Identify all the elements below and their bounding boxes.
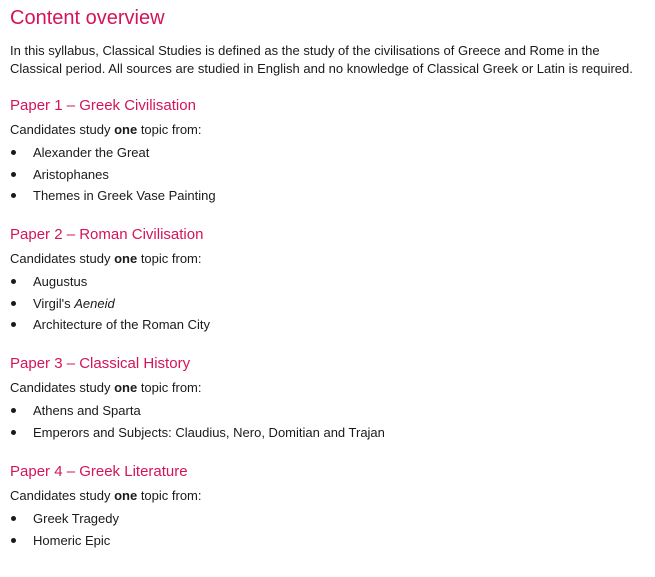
paper-3-section <box>10 354 635 445</box>
topic-label: Emperors and Subjects: Claudius, Nero, Domitian and Trajan <box>33 424 385 440</box>
bullet-icon <box>11 279 16 284</box>
topic-item <box>10 316 635 333</box>
lead-text-after: topic from: <box>137 488 202 503</box>
topic-item <box>10 166 635 183</box>
work-title: Aeneid <box>74 295 115 311</box>
topic-label: Greek Tragedy <box>33 511 119 526</box>
lead-text-after: topic from: <box>137 380 202 395</box>
topic-label: Aristophanes <box>33 166 109 182</box>
bullet-icon <box>11 516 16 521</box>
paper-2-lead <box>10 250 635 267</box>
paper-1-heading: Paper 1 – Greek Civilisation <box>10 97 196 114</box>
topic-item <box>10 187 635 204</box>
bullet-icon <box>11 193 16 198</box>
lead-text-before: Candidates study <box>10 122 115 137</box>
page-title: Content overview <box>10 7 165 29</box>
lead-text-after: topic from: <box>137 251 202 266</box>
topic-label: Homeric Epic <box>33 532 111 548</box>
topic-item <box>10 510 635 527</box>
topic-label: Athens and Sparta <box>33 403 141 418</box>
paper-1-topic-list <box>10 144 635 204</box>
topic-item <box>10 532 635 549</box>
bullet-icon <box>11 301 16 306</box>
topic-label: Architecture of the Roman City <box>33 317 211 332</box>
topic-label: Augustus <box>33 274 88 289</box>
lead-text-before: Candidates study <box>10 380 115 395</box>
paper-1-lead <box>10 121 635 138</box>
paper-1-section <box>10 96 635 209</box>
lead-emphasis: one <box>114 251 138 266</box>
lead-text-before: Candidates study <box>10 251 115 266</box>
topic-label: Alexander the Great <box>33 145 150 160</box>
paper-2-topic-list <box>10 273 635 333</box>
lead-text-after: topic from: <box>137 122 202 137</box>
intro-paragraph: In this syllabus, Classical Studies is defined as the study of the civilisations of Greece and Rome in the Classical period. All sources are studied in English and no knowledge of Classical Greek or Latin is required. <box>10 43 633 76</box>
topic-item <box>10 424 635 441</box>
lead-emphasis: one <box>114 380 138 395</box>
paper-4-heading: Paper 4 – Greek Literature <box>10 463 188 480</box>
paper-4-lead <box>10 487 635 504</box>
paper-2-section <box>10 225 635 338</box>
lead-emphasis: one <box>114 122 138 137</box>
bullet-icon <box>11 408 16 413</box>
bullet-icon <box>11 150 16 155</box>
paper-3-heading: Paper 3 – Classical History <box>10 355 191 372</box>
paper-3-lead <box>10 379 635 396</box>
topic-label: Themes in Greek Vase Painting <box>33 188 216 203</box>
topic-item <box>10 402 635 419</box>
bullet-icon <box>11 430 16 435</box>
topic-label: Virgil's Aeneid <box>33 295 115 311</box>
bullet-icon <box>11 172 16 177</box>
paper-4-topic-list <box>10 510 635 549</box>
paper-2-heading: Paper 2 – Roman Civilisation <box>10 226 204 243</box>
lead-emphasis: one <box>114 488 138 503</box>
topic-item <box>10 295 635 312</box>
bullet-icon <box>11 322 16 327</box>
bullet-icon <box>11 538 16 543</box>
topic-item <box>10 144 635 161</box>
lead-text-before: Candidates study <box>10 488 115 503</box>
paper-3-topic-list <box>10 402 635 441</box>
paper-4-section <box>10 462 635 553</box>
topic-item <box>10 273 635 290</box>
